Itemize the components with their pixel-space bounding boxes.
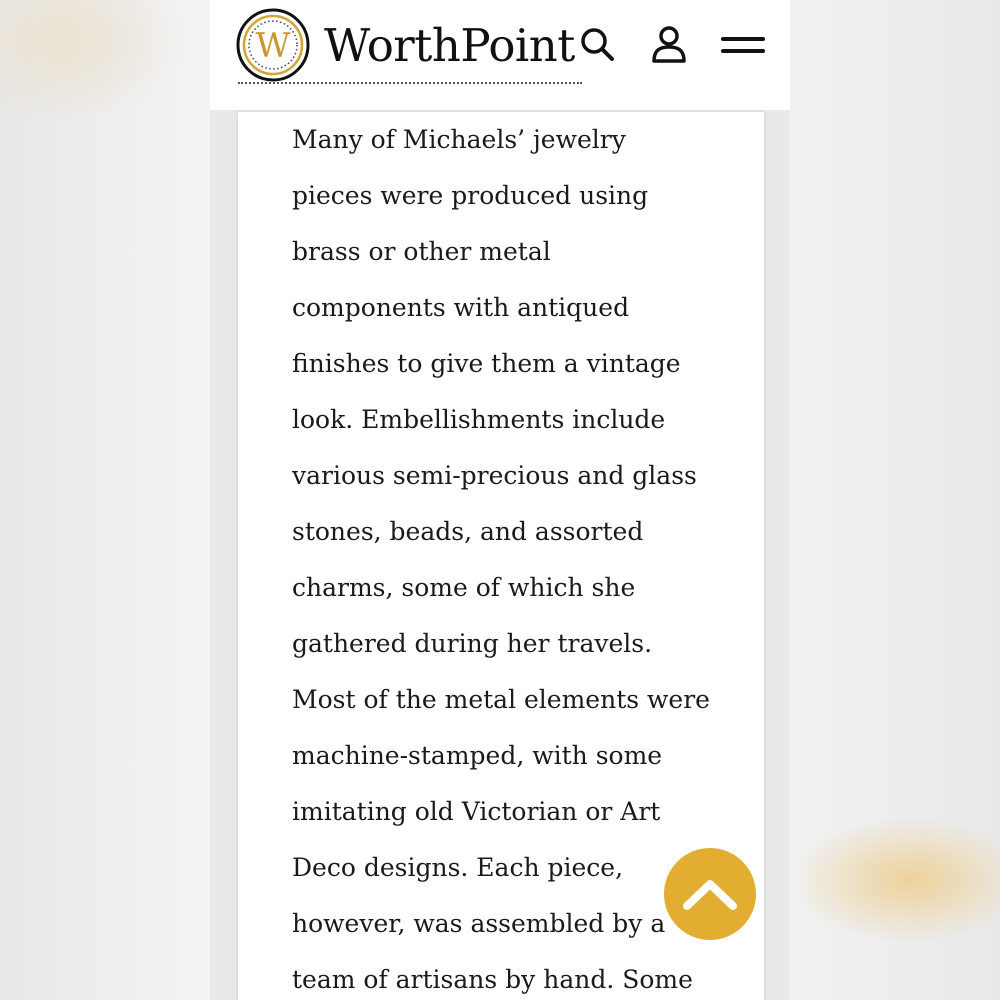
site-header bbox=[210, 0, 790, 110]
scroll-to-top-button[interactable] bbox=[664, 848, 756, 940]
logo-emblem-icon bbox=[236, 8, 310, 82]
article-line: look. Embellishments include bbox=[292, 405, 666, 434]
brand-name: WorthPoint bbox=[324, 19, 575, 72]
article-body bbox=[292, 112, 732, 1000]
hamburger-menu-icon[interactable] bbox=[720, 22, 766, 68]
article-line: gathered during her travels. bbox=[292, 629, 653, 658]
mobile-page bbox=[210, 0, 790, 1000]
article-line: pieces were produced using bbox=[292, 181, 649, 210]
user-icon[interactable] bbox=[646, 22, 692, 68]
article-line: charms, some of which she bbox=[292, 573, 636, 602]
article-line: however, was assembled by a bbox=[292, 909, 666, 938]
article-line: finishes to give them a vintage bbox=[292, 349, 681, 378]
chevron-up-icon bbox=[681, 874, 739, 914]
article-line: Many of Michaels’ jewelry bbox=[292, 125, 626, 154]
logo-letter: W bbox=[255, 26, 291, 66]
article-line: components with antiqued bbox=[292, 293, 630, 322]
article-line: machine-stamped, with some bbox=[292, 741, 663, 770]
article-line: Deco designs. Each piece, bbox=[292, 853, 624, 882]
article-line: team of artisans by hand. Some bbox=[292, 965, 693, 994]
blurred-background-left bbox=[0, 0, 210, 1000]
blurred-background-right bbox=[790, 0, 1000, 1000]
article-line: brass or other metal bbox=[292, 237, 551, 266]
article-line: Most of the metal elements were bbox=[292, 685, 710, 714]
search-icon[interactable] bbox=[574, 22, 620, 68]
article-line: stones, beads, and assorted bbox=[292, 517, 644, 546]
worthpoint-logo[interactable] bbox=[236, 8, 584, 86]
article-line: imitating old Victorian or Art bbox=[292, 797, 661, 826]
article-line: various semi-precious and glass bbox=[292, 461, 697, 490]
logo-underline bbox=[238, 82, 582, 84]
